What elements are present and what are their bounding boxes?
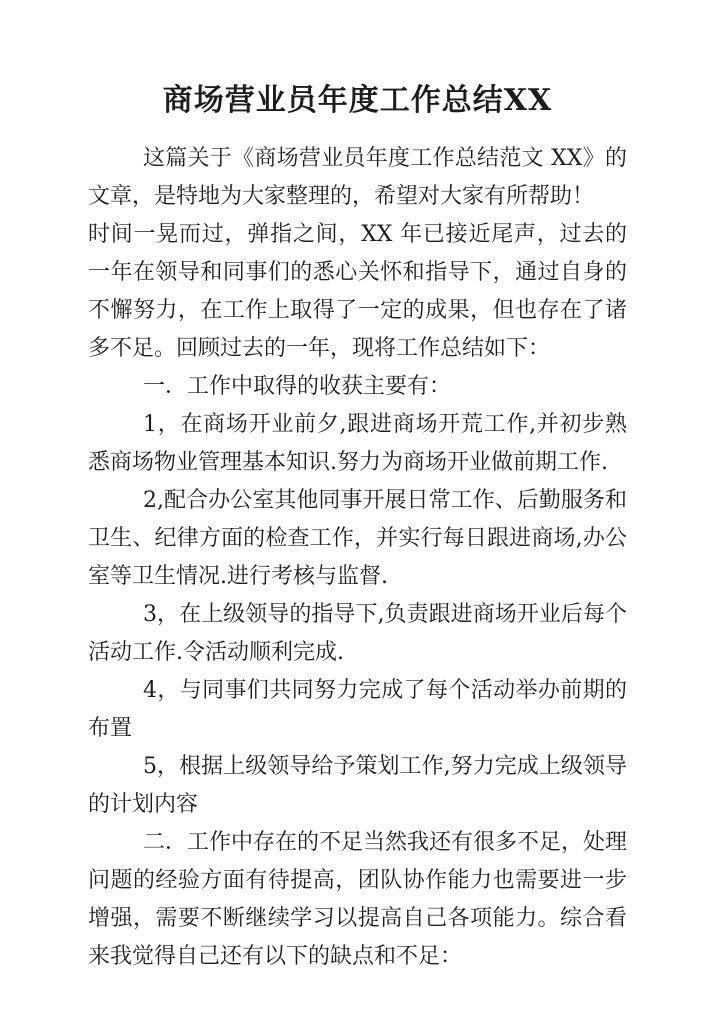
paragraph: 1，在商场开业前夕,跟进商场开荒工作,并初步熟悉商场物业管理基本知识.努力为商场开业做前期工作.: [88, 412, 627, 475]
document-body: [88, 140, 627, 976]
paragraph: 二．工作中存在的不足当然我还有很多不足，处理问题的经验方面有待提高，团队协作能力也需要进一步增强，需要不断继续学习以提高自己各项能力。综合看来我觉得自己还有以下的缺点和不足：: [88, 830, 628, 969]
paragraph: 3，在上级领导的指导下,负责跟进商场开业后每个活动工作.令活动顺利完成.: [88, 602, 627, 665]
paragraph: 5，根据上级领导给予策划工作,努力完成上级领导的计划内容: [88, 754, 627, 817]
paragraph: 这篇关于《商场营业员年度工作总结范文 XX》的文章，是特地为大家整理的，希望对大家有所帮助！: [88, 146, 627, 209]
paragraph: 时间一晃而过，弹指之间，XX 年已接近尾声，过去的一年在领导和同事们的悉心关怀和指导下，通过自身的不懈努力，在工作上取得了一定的成果，但也存在了诸多不足。回顾过去的一年，现将工作总结如下：: [88, 222, 627, 361]
document-title: 商场营业员年度工作总结XX: [162, 83, 553, 118]
paragraph: 一．工作中取得的收获主要有：: [143, 374, 452, 399]
paragraph: 2,配合办公室其他同事开展日常工作、后勤服务和卫生、纪律方面的检查工作，并实行每日跟进商场,办公室等卫生情况.进行考核与监督.: [88, 488, 627, 589]
paragraph: 4，与同事们共同努力完成了每个活动举办前期的布置: [88, 678, 627, 741]
